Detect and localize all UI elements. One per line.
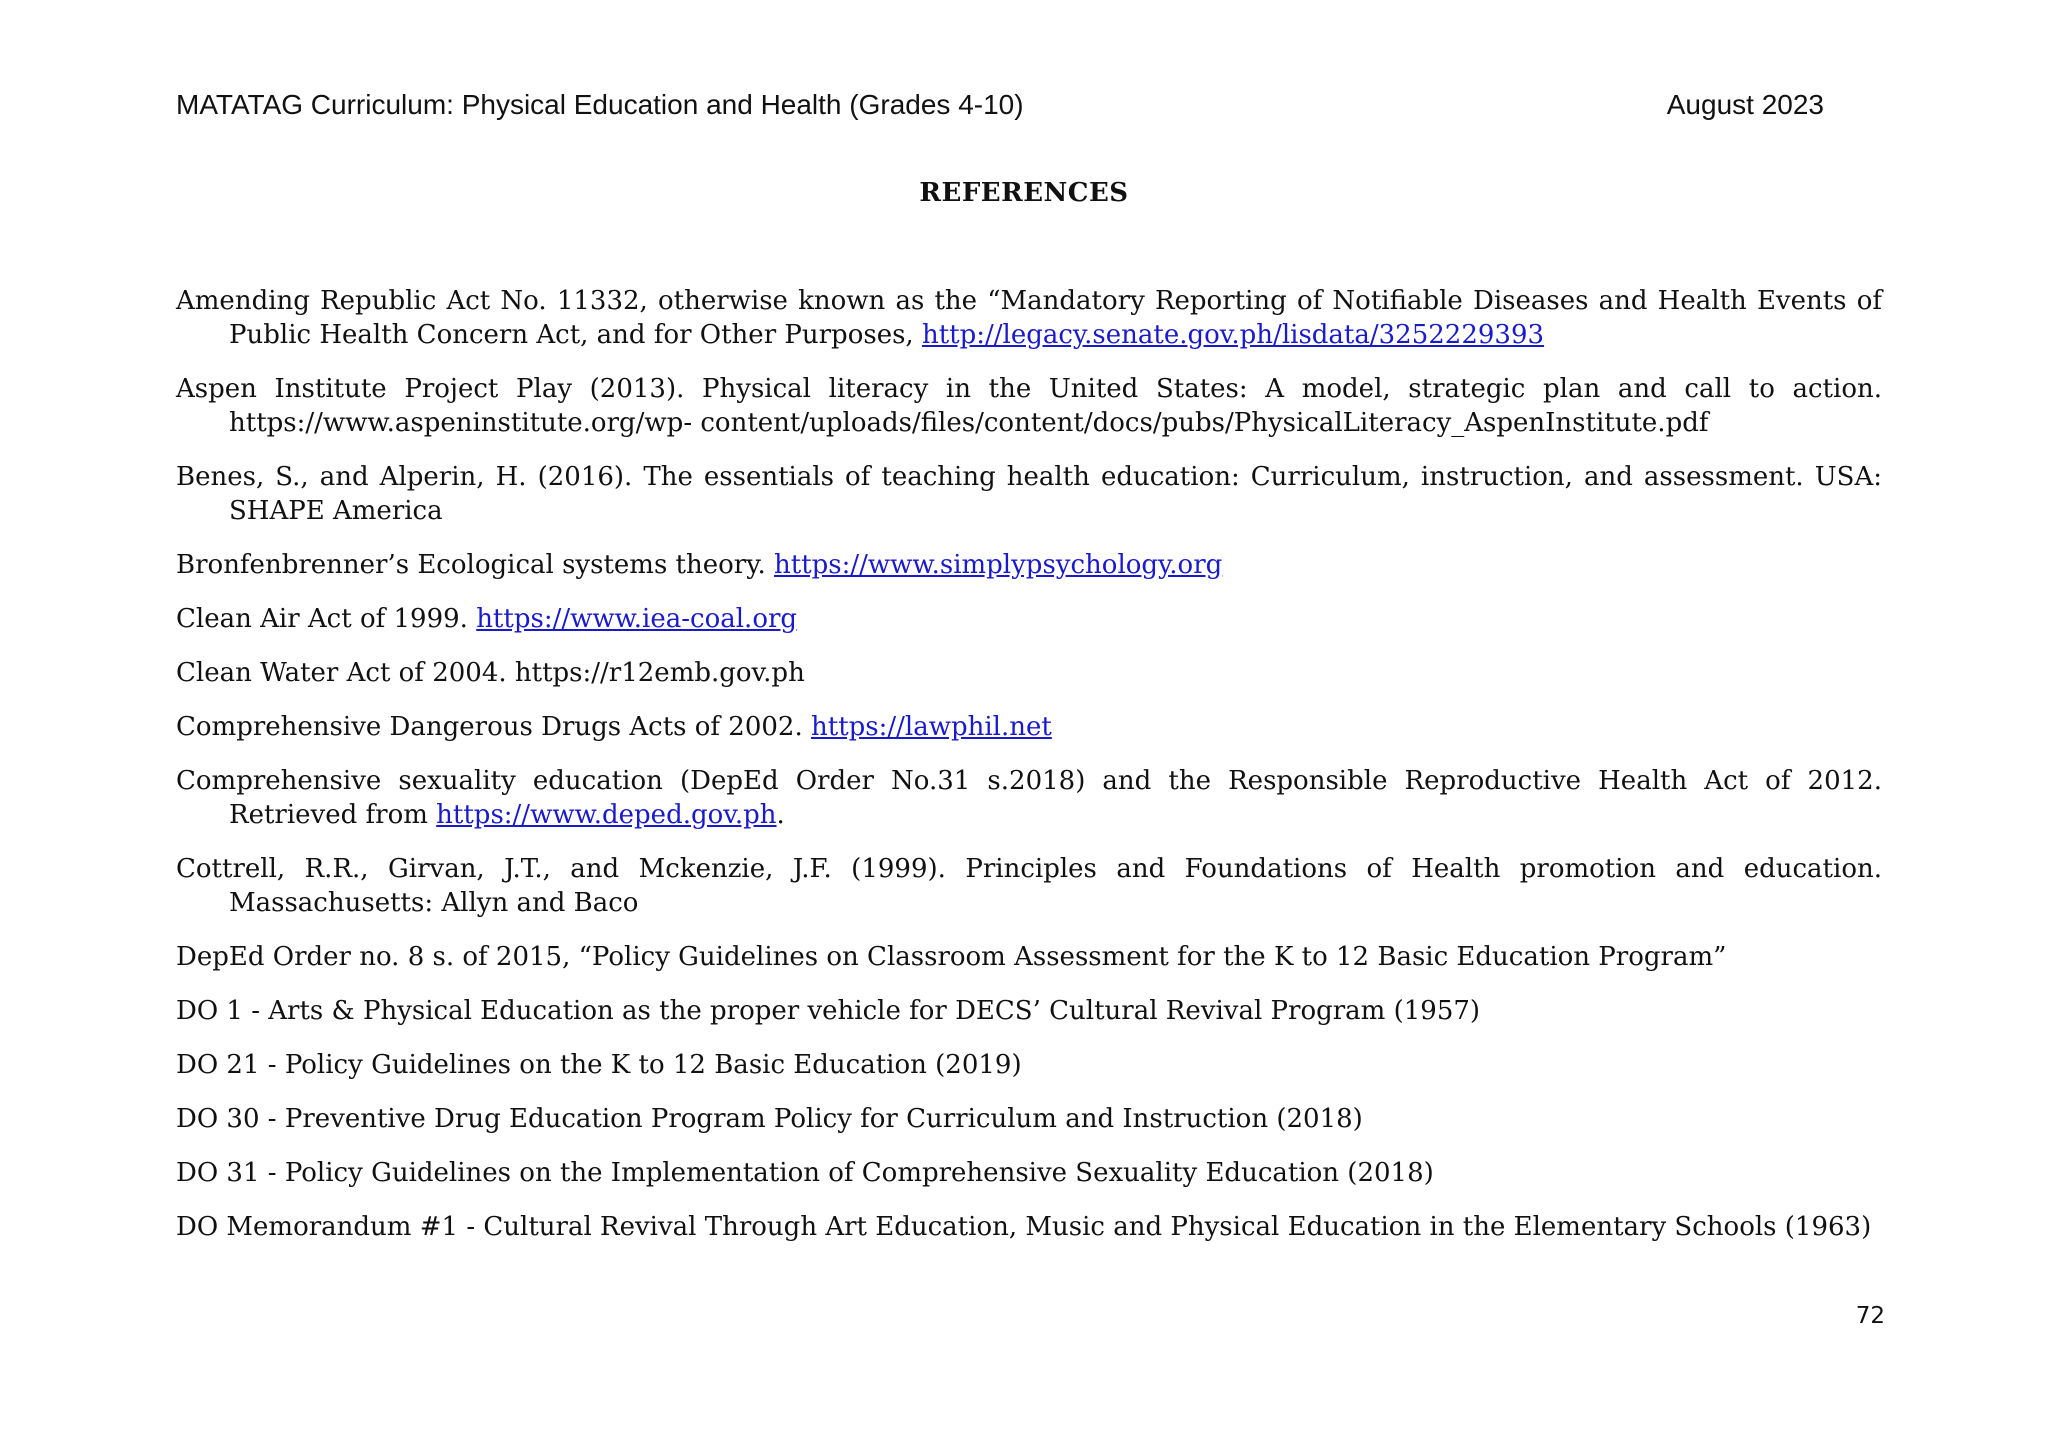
reference-suffix: . [776, 800, 785, 830]
reference-item [176, 994, 1882, 1028]
reference-item [176, 940, 1882, 974]
reference-text: Comprehensive Dangerous Drugs Acts of 2002. [176, 712, 811, 742]
document-title-header: MATATAG Curriculum: Physical Education and Health (Grades 4-10) [176, 89, 1024, 120]
reference-text: Comprehensive sexuality education (DepEd Order No.31 s.2018) and the Responsible Reproductive Health Act of 2012. Retrieved from [176, 766, 1882, 830]
reference-item [176, 284, 1882, 352]
reference-text: Cottrell, R.R., Girvan, J.T., and Mckenzie, J.F. (1999). Principles and Foundations of Health promotion and education. Massachusetts: Allyn and Baco [176, 854, 1882, 918]
reference-link[interactable]: https://lawphil.net [811, 712, 1052, 742]
reference-text: Aspen Institute Project Play (2013). Physical literacy in the United States: A model, strategic plan and call to action. https://www.aspeninstitute.org/wp- content/uploads/files/content/docs/pubs/PhysicalLiteracy_AspenInstitute.pdf [176, 374, 1882, 438]
reference-item [176, 460, 1882, 528]
reference-item [176, 710, 1882, 744]
page-number: 72 [1855, 1303, 1885, 1329]
references-list [176, 284, 1882, 1264]
reference-text: Benes, S., and Alperin, H. (2016). The essentials of teaching health education: Curriculum, instruction, and assessment. USA: SHAPE America [176, 462, 1882, 526]
reference-text: DO 31 - Policy Guidelines on the Implementation of Comprehensive Sexuality Education (2018) [176, 1158, 1434, 1188]
reference-item [176, 602, 1882, 636]
reference-text: DO 21 - Policy Guidelines on the K to 12 Basic Education (2019) [176, 1050, 1022, 1080]
reference-text: DO Memorandum #1 - Cultural Revival Through Art Education, Music and Physical Education in the Elementary Schools (1963) [176, 1212, 1872, 1242]
reference-text: Clean Air Act of 1999. [176, 604, 477, 634]
reference-text: DO 30 - Preventive Drug Education Program Policy for Curriculum and Instruction (2018) [176, 1104, 1363, 1134]
reference-item [176, 1102, 1882, 1136]
reference-item [176, 852, 1882, 920]
reference-item [176, 1210, 1882, 1244]
section-title: REFERENCES [919, 178, 1129, 208]
reference-text: Amending Republic Act No. 11332, otherwise known as the “Mandatory Reporting of Notifiable Diseases and Health Events of Public Health Concern Act, and for Other Purposes, [176, 286, 1882, 350]
reference-item [176, 548, 1882, 582]
reference-item [176, 1156, 1882, 1190]
reference-link[interactable]: https://www.iea-coal.org [476, 604, 798, 634]
reference-text: Bronfenbrenner’s Ecological systems theory. [176, 550, 774, 580]
reference-link[interactable]: https://www.simplypsychology.org [774, 550, 1223, 580]
reference-link[interactable]: https://www.deped.gov.ph [436, 800, 777, 830]
reference-item [176, 656, 1882, 690]
reference-text: Clean Water Act of 2004. https://r12emb.gov.ph [176, 658, 805, 688]
reference-item [176, 372, 1882, 440]
reference-text: DepEd Order no. 8 s. of 2015, “Policy Guidelines on Classroom Assessment for the K to 12 Basic Education Program” [176, 942, 1727, 972]
document-date-header: August 2023 [1666, 89, 1824, 120]
reference-item [176, 1048, 1882, 1082]
reference-item [176, 764, 1882, 832]
reference-link[interactable]: http://legacy.senate.gov.ph/lisdata/3252229393 [921, 320, 1545, 350]
reference-text: DO 1 - Arts & Physical Education as the proper vehicle for DECS’ Cultural Revival Program (1957) [176, 996, 1481, 1026]
